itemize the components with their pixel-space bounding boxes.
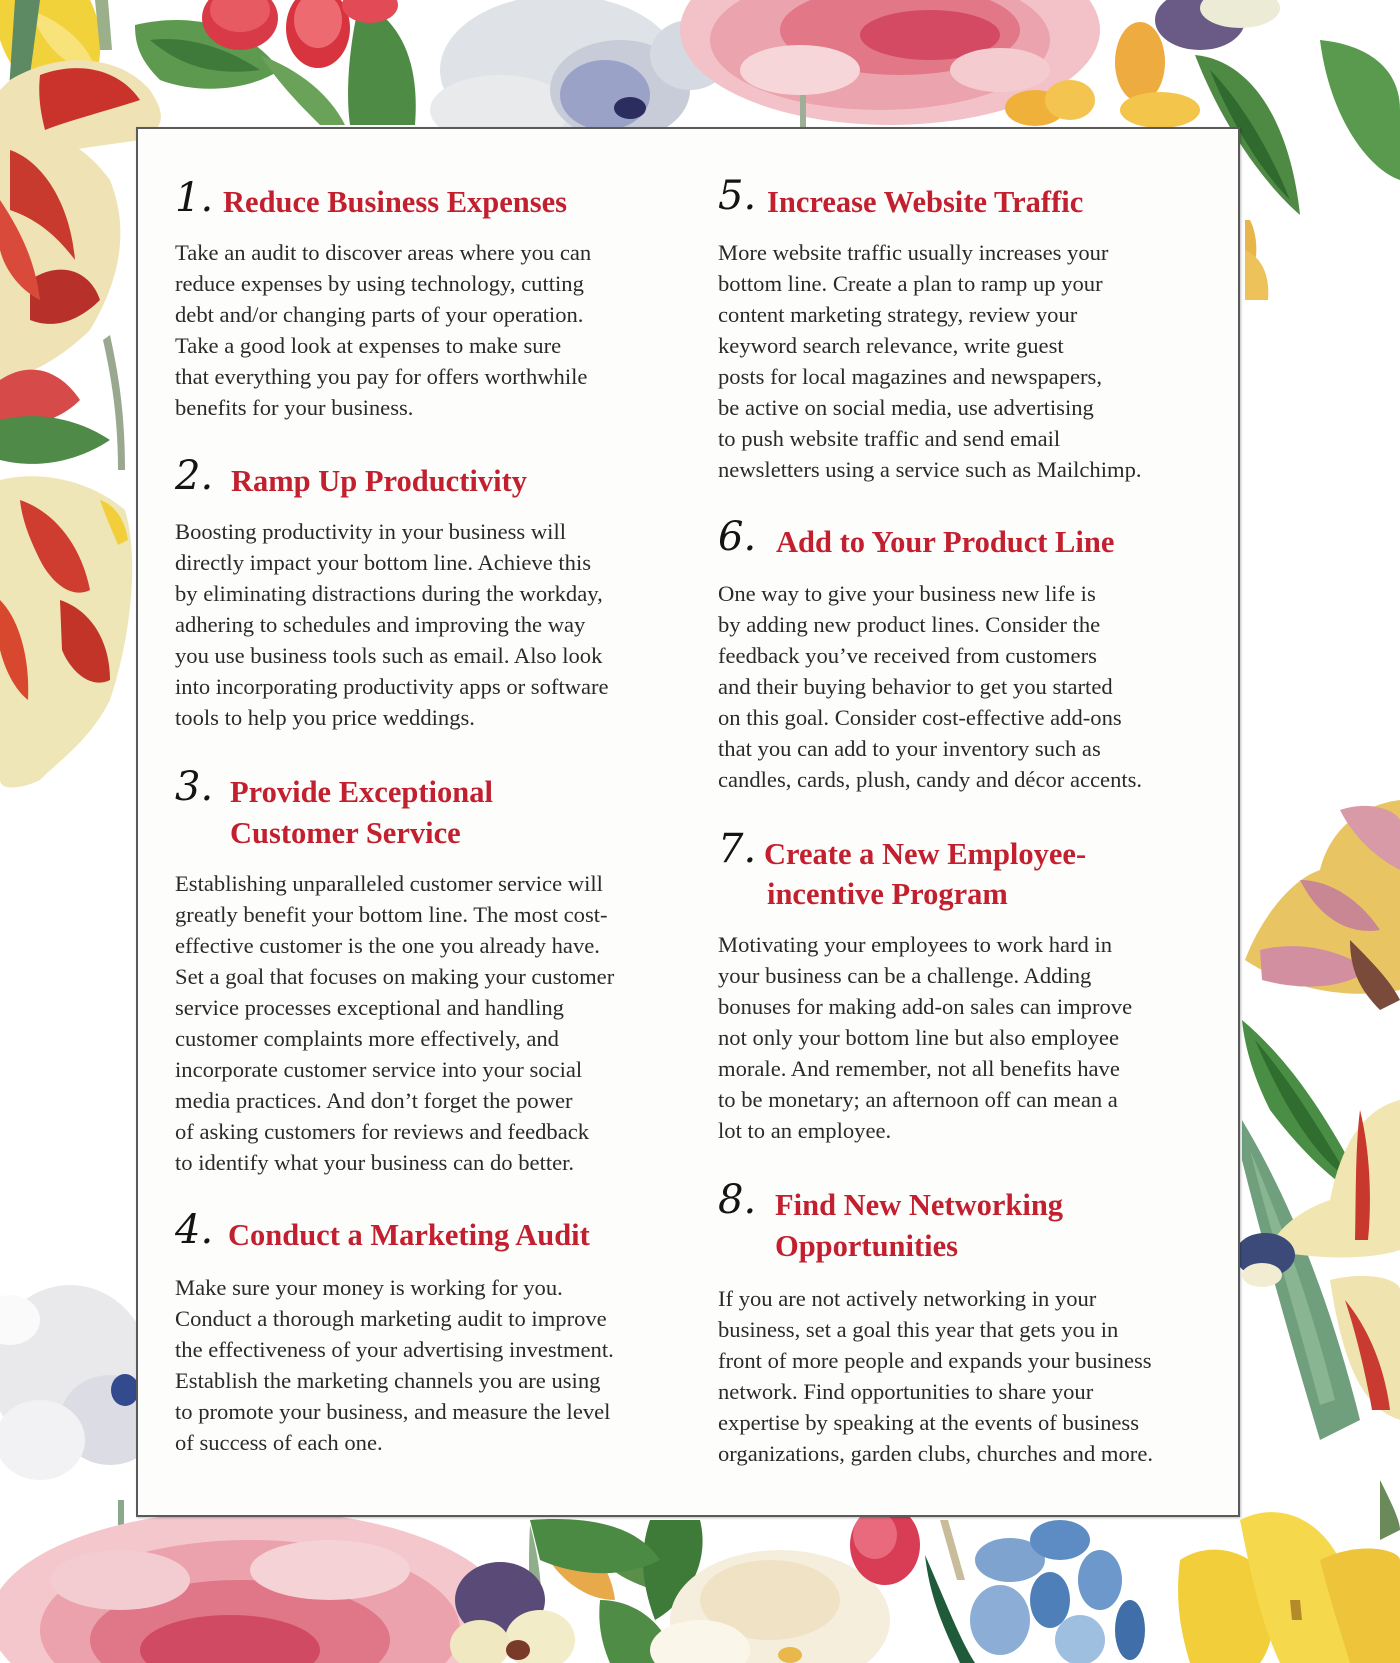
body-line: to be monetary; an afternoon off can mean a [718, 1087, 1118, 1112]
body-line: candles, cards, plush, candy and décor accents. [718, 767, 1143, 792]
body-line: the effectiveness of your advertising investment. [175, 1337, 614, 1362]
body-line: feedback you’ve received from customers [718, 643, 1097, 668]
body-line: One way to give your business new life is [718, 581, 1096, 606]
body-line: Take a good look at expenses to make sure [175, 333, 562, 358]
body-line: If you are not actively networking in your [718, 1286, 1097, 1311]
body-line: to promote your business, and measure the level [175, 1399, 611, 1424]
body-line: bottom line. Create a plan to ramp up your [718, 271, 1103, 296]
section-number: 3. [175, 764, 214, 810]
section-title: Increase Website Traffic [767, 185, 1084, 219]
section-title-line-2: Opportunities [775, 1229, 959, 1263]
body-line: front of more people and expands your business [718, 1348, 1152, 1373]
body-line: reduce expenses by using technology, cutting [175, 271, 584, 296]
body-line: media practices. And don’t forget the power [175, 1088, 573, 1113]
section-number: 6. [718, 514, 757, 560]
tulip-icon [1245, 800, 1400, 1010]
body-line: adhering to schedules and improving the way [175, 612, 586, 637]
section-title: Add to Your Product Line [776, 525, 1115, 559]
body-line: into incorporating productivity apps or software [175, 674, 609, 699]
section-title-line-2: Customer Service [230, 816, 461, 850]
section-title: Conduct a Marketing Audit [228, 1218, 590, 1252]
section-title-line-1: Find New Networking [775, 1188, 1064, 1222]
section-number: 4. [175, 1207, 214, 1253]
body-line: organizations, garden clubs, churches and more. [718, 1441, 1153, 1466]
body-line: Boosting productivity in your business will [175, 519, 566, 544]
body-line: debt and/or changing parts of your operation. [175, 302, 584, 327]
section-title: Ramp Up Productivity [231, 464, 527, 498]
body-line: expertise by speaking at the events of business [718, 1410, 1140, 1435]
body-line: content marketing strategy, review your [718, 302, 1078, 327]
body-line: that everything you pay for offers worthwhile [175, 364, 588, 389]
body-line: to identify what your business can do better. [175, 1150, 575, 1175]
body-line: Conduct a thorough marketing audit to improve [175, 1306, 607, 1331]
body-line: posts for local magazines and newspapers, [718, 364, 1102, 389]
body-line: service processes exceptional and handling [175, 995, 564, 1020]
body-line: newsletters using a service such as Mailchimp. [718, 457, 1142, 482]
body-line: Establish the marketing channels you are using [175, 1368, 601, 1393]
section-title-line-1: Provide Exceptional [230, 775, 493, 809]
body-line: tools to help you price weddings. [175, 705, 475, 730]
section-number: 7. [718, 826, 757, 872]
body-line: lot to an employee. [718, 1118, 892, 1143]
body-line: of success of each one. [175, 1430, 383, 1455]
section-title: Reduce Business Expenses [223, 185, 568, 219]
body-line: incorporate customer service into your social [175, 1057, 583, 1082]
body-line: network. Find opportunities to share your [718, 1379, 1094, 1404]
section-number: 1. [175, 175, 214, 221]
section-number: 5. [718, 173, 757, 219]
body-line: morale. And remember, not all benefits have [718, 1056, 1120, 1081]
body-line: Set a goal that focuses on making your customer [175, 964, 615, 989]
section-number: 8. [718, 1177, 757, 1223]
body-line: your business can be a challenge. Adding [718, 963, 1092, 988]
rose-icon [0, 1510, 510, 1663]
pansy-icon [450, 1562, 575, 1663]
body-line: on this goal. Consider cost-effective add-ons [718, 705, 1122, 730]
body-line: by eliminating distractions during the workday, [175, 581, 603, 606]
tulip-icon [850, 1505, 920, 1585]
body-line: to push website traffic and send email [718, 426, 1061, 451]
body-line: Take an audit to discover areas where you can [175, 240, 592, 265]
body-line: Establishing unparalleled customer service will [175, 871, 603, 896]
body-line: of asking customers for reviews and feedback [175, 1119, 590, 1144]
body-line: you use business tools such as email. Also look [175, 643, 603, 668]
section-title-line-2: incentive Program [767, 877, 1008, 911]
body-line: by adding new product lines. Consider the [718, 612, 1101, 637]
hyacinth-icon [970, 1520, 1145, 1663]
leaf-icon [925, 1520, 975, 1663]
body-line: greatly benefit your bottom line. The most cost- [175, 902, 608, 927]
body-line: customer complaints more effectively, and [175, 1026, 559, 1051]
body-line: that you can add to your inventory such as [718, 736, 1101, 761]
section-title-line-1: Create a New Employee- [764, 837, 1087, 871]
body-line: More website traffic usually increases your [718, 240, 1109, 265]
body-line: and their buying behavior to get you started [718, 674, 1113, 699]
body-line: bonuses for making add-on sales can improve [718, 994, 1133, 1019]
body-line: Motivating your employees to work hard in [718, 932, 1113, 957]
section-number: 2. [175, 453, 214, 499]
body-line: benefits for your business. [175, 395, 414, 420]
body-line: directly impact your bottom line. Achieve this [175, 550, 592, 575]
body-line: be active on social media, use advertising [718, 395, 1094, 420]
body-line: effective customer is the one you already have. [175, 933, 600, 958]
body-line: keyword search relevance, write guest [718, 333, 1064, 358]
body-line: not only your bottom line but also employee [718, 1025, 1119, 1050]
pansy-icon [1155, 0, 1280, 50]
body-line: Make sure your money is working for you. [175, 1275, 563, 1300]
body-line: business, set a goal this year that gets you in [718, 1317, 1119, 1342]
